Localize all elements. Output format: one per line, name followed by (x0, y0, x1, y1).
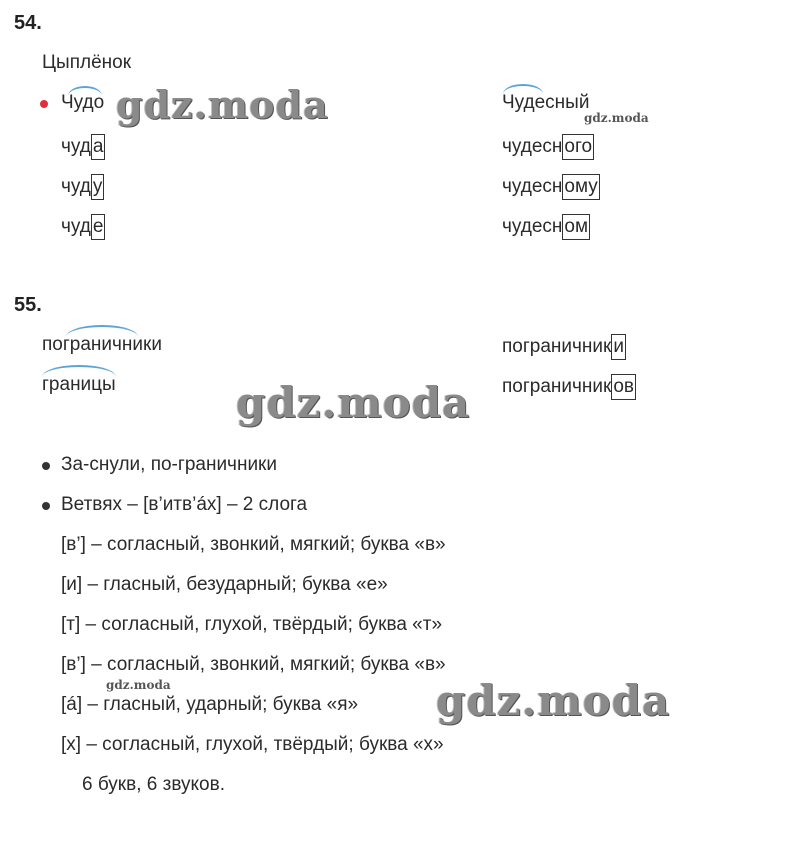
word-form-row: пограничник и (502, 334, 626, 360)
ending-box: ому (562, 174, 599, 200)
word-form-row: чуд у (61, 174, 104, 200)
bullet-icon (42, 462, 50, 470)
sound-line: [и] – гласный, безударный; буква «е» (61, 574, 388, 595)
ending-box: ов (611, 374, 636, 400)
word-form-row: чудесн ом (502, 214, 590, 240)
word-form-row: пограничник ов (502, 374, 636, 400)
watermark-logo: gdz.moda (236, 378, 471, 427)
word-chudesny: Чудесный (502, 92, 590, 113)
word-form-row: чудесн ого (502, 134, 594, 160)
root-arc-icon (503, 84, 543, 94)
word-form-row: чудесн ому (502, 174, 600, 200)
sound-line: [в’] – согласный, звонкий, мягкий; буква «в» (61, 534, 446, 555)
exercise-54-number: 54. (14, 12, 42, 34)
summary-text: 6 букв, 6 звуков. (82, 774, 225, 795)
watermark-small: gdz.moda (106, 678, 171, 692)
red-bullet-icon (40, 100, 48, 108)
watermark-small: gdz.moda (584, 111, 649, 125)
bullet-syllables: За-снули, по-граничники (61, 454, 277, 475)
bullet-icon (42, 502, 50, 510)
word-chudo: Чудо (61, 92, 105, 113)
ending-box: ого (562, 134, 594, 160)
exercise-55-number: 55. (14, 294, 42, 316)
root-arc-icon (68, 86, 102, 96)
ending-box: а (91, 134, 106, 160)
ending-box: ом (562, 214, 590, 240)
word-form-row: чуд а (61, 134, 105, 160)
sound-line: [в’] – согласный, звонкий, мягкий; буква «в» (61, 654, 446, 675)
sound-line: [т] – согласный, глухой, твёрдый; буква «т» (61, 614, 443, 635)
ending-box: и (611, 334, 626, 360)
ending-box: у (91, 174, 105, 200)
ending-box: е (91, 214, 106, 240)
bullet-transcription: Ветвях – [в’итв’áх] – 2 слога (61, 494, 308, 515)
sound-line: [х] – согласный, глухой, твёрдый; буква «х» (61, 734, 444, 755)
word-granitsy: границы (42, 374, 116, 395)
sound-line: [á] – гласный, ударный; буква «я» (61, 694, 359, 715)
word-form-row: чуд е (61, 214, 105, 240)
word-pogranichniki: пограничники (42, 334, 162, 355)
exercise-54-title: Цыплёнок (42, 52, 132, 73)
watermark-logo: gdz.moda (436, 676, 671, 725)
watermark-logo: gdz.moda (116, 82, 329, 127)
